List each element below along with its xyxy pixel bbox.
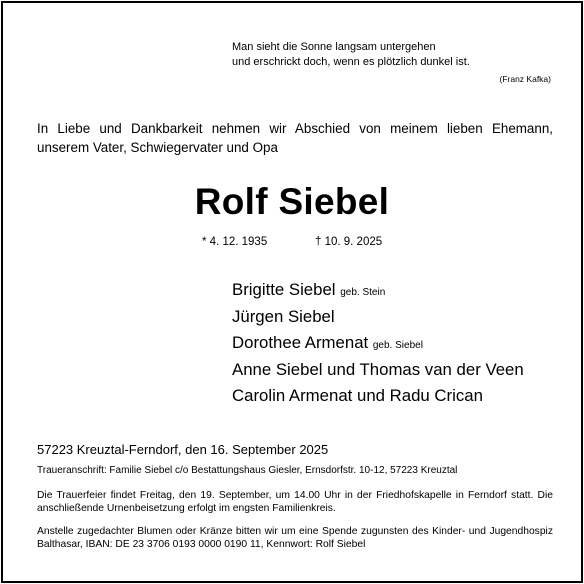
ceremony-info: Die Trauerfeier findet Freitag, den 19. September, um 14.00 Uhr in der Friedhofskapelle in Ferndorf statt. Die anschließende Urnenbeisetzung erfolgt im engsten Familienkreis.: [37, 490, 553, 514]
birth-date: * 4. 12. 1935: [202, 236, 268, 248]
quote-line: und erschrickt doch, wenn es plötzlich dunkel ist.: [232, 56, 470, 68]
family-list: [232, 280, 524, 413]
donation-info: Anstelle zugedachter Blumen oder Kränze bitten wir um eine Spende zugunsten des Kinder- und Jugendhospiz Balthasar, IBAN: DE 23 3706 0193 0000 0190 11, Kennwort: Rolf Siebel: [37, 526, 553, 550]
family-member-name: Dorothee Armenat: [232, 333, 369, 352]
place-date: 57223 Kreuztal-Ferndorf, den 16. September 2025: [37, 442, 329, 457]
maiden-name: geb. Siebel: [372, 340, 423, 351]
deceased-name: Rolf Siebel: [194, 181, 390, 222]
family-member: [232, 333, 524, 360]
mourning-address: Traueranschrift: Familie Siebel c/o Bestattungshaus Giesler, Ernsdorfstr. 10-12, 57223 Kreuztal: [37, 465, 458, 476]
family-member-name: Carolin Armenat und Radu Crican: [232, 386, 483, 405]
maiden-name: geb. Stein: [340, 287, 386, 298]
quote-author: (Franz Kafka): [499, 74, 551, 84]
family-member: [232, 386, 524, 413]
family-member-name: Anne Siebel und Thomas van der Veen: [232, 359, 524, 379]
obituary-notice: [1, 1, 583, 583]
epigraph-quote: [232, 40, 470, 70]
intro-text: In Liebe und Dankbarkeit nehmen wir Abschied von meinem lieben Ehemann, unserem Vater, Schwiegervater und Opa: [37, 121, 553, 155]
family-member-name: Brigitte Siebel: [232, 280, 336, 299]
family-member: [232, 307, 524, 334]
family-member: [232, 280, 524, 307]
death-date: † 10. 9. 2025: [315, 236, 383, 248]
family-member-name: Jürgen Siebel: [232, 306, 335, 326]
quote-line: Man sieht die Sonne langsam untergehen: [232, 41, 436, 53]
family-member: [232, 360, 524, 387]
